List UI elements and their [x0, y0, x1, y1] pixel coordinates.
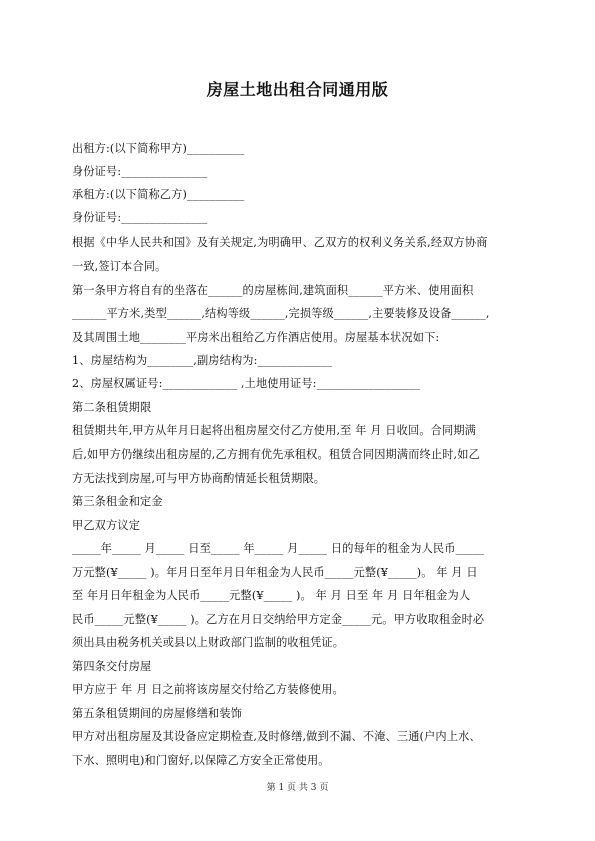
party-a-line: 出租方:(以下简称甲方)__________: [72, 142, 245, 155]
paragraph-line: 民币_____元整(¥_____ )。乙方在月日交纳给甲方定金_____元。甲方收取租金时必: [72, 613, 485, 626]
paragraph-line: 2、房屋权属证号:_____________ ,土地使用证号:__________________: [72, 377, 420, 390]
document-title: 房屋土地出租合同通用版: [206, 80, 389, 99]
paragraph-line: 甲方应于 年 月 日之前将该房屋交付给乙方装修使用。: [72, 683, 344, 696]
paragraph-line: 及其周围土地________平房米出租给乙方作酒店使用。房屋基本状况如下:: [72, 331, 440, 344]
party-b-id-line: 身份证号:_______________: [72, 211, 208, 224]
party-b-line: 承租方:(以下简称乙方)__________: [72, 188, 245, 201]
paragraph-line: 须出具由税务机关或县以上财政部门监制的收租凭证。: [72, 636, 345, 649]
paragraph-line: 第一条甲方将自有的坐落在______的房屋栋间,建筑面积______平方米、使用面积: [72, 284, 474, 297]
paragraph-line: 万元整(¥_____ )。年月日至年月日年租金为人民币_____元整(¥_____)。 年 月 日: [72, 566, 478, 579]
paragraph-line: 甲乙双方议定: [72, 519, 141, 532]
paragraph-line: 甲方对出租房屋及其设备应定期检查,及时修缮,做到不漏、不淹、三通(户内上水、: [72, 730, 481, 743]
paragraph-line: 根据《中华人民共和国》及有关规定,为明确甲、乙双方的权利义务关系,经双方协商: [72, 236, 488, 249]
section-heading: 第五条租赁期间的房屋修缮和装饰: [72, 707, 243, 720]
paragraph-line: 至 年月日年租金为人民币_____元整(¥_____ )。 年 月 日至 年 月 日年租金为人: [72, 589, 471, 602]
section-heading: 第四条交付房屋: [72, 660, 152, 673]
paragraph-line: _____年_____ 月_____ 日至_____ 年_____ 月_____ 日的每年的租金为人民币_____: [72, 542, 485, 555]
paragraph-line: 方无法找到房屋,可与甲方协商酌情延长租赁期限。: [72, 472, 326, 485]
paragraph-line: 一致,签订本合同。: [72, 260, 167, 273]
paragraph-line: 后,如甲方仍继续出租房屋的,乙方拥有优先承租权。租赁合同因期满而终止时,如乙: [72, 448, 480, 461]
section-heading: 第二条租赁期限: [72, 401, 152, 414]
party-a-id-line: 身份证号:_______________: [72, 165, 208, 178]
section-heading: 第三条租金和定金: [72, 495, 163, 508]
paragraph-line: 1、房屋结构为________,副房结构为:_____________: [72, 354, 333, 367]
page-number: 第 1 页 共 3 页: [266, 783, 329, 793]
paragraph-line: 租赁期共年,甲方从年月日起将出租房屋交付乙方使用,至 年 月 日收回。合同期满: [72, 424, 477, 437]
paragraph-line: ______平方米,类型______,结构等级______,完损等级______,主要装修及设备______,: [72, 307, 490, 320]
paragraph-line: 下水、照明电)和门窗好,以保障乙方安全正常使用。: [72, 754, 330, 767]
